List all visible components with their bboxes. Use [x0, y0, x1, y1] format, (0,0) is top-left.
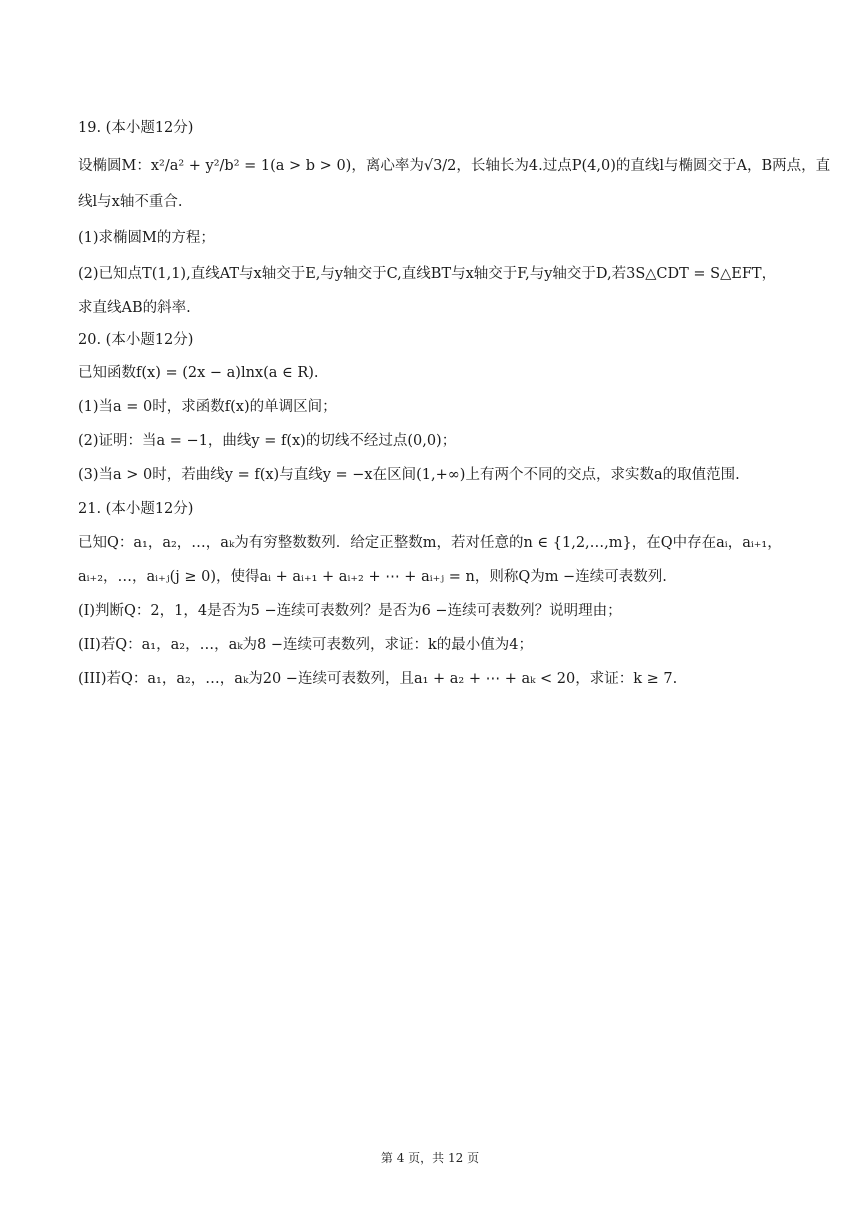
q19-part2-line1: (2)已知点T(1,1),直线AT与x轴交于E,与y轴交于C,直线BT与x轴交于F,与y轴交于D,若3S△CDT = S△EFT， [78, 266, 777, 282]
q20-part2: (2)证明：当a = −1，曲线y = f(x)的切线不经过点(0,0)； [78, 433, 457, 449]
q19-stem-line1: 设椭圆M：x²/a² + y²/b² = 1(a > b > 0)，离心率为√3/2，长轴长为4.过点P(4,0)的直线l与椭圆交于A，B两点，直 [78, 158, 831, 174]
q19-header: 19. (本小题12分) [78, 120, 194, 136]
q20-part1: (1)当a = 0时，求函数f(x)的单调区间； [78, 399, 337, 415]
q19-part2-line2: 求直线AB的斜率. [78, 300, 191, 316]
page-footer: 第 4 页，共 12 页 [380, 1151, 480, 1165]
q21-stem-line2: aᵢ₊₂，…，aᵢ₊ⱼ(j ≥ 0)，使得aᵢ + aᵢ₊₁ + aᵢ₊₂ + ⋯ + aᵢ₊ⱼ = n，则称Q为m −连续可表数列. [78, 569, 667, 585]
q21-part2: (II)若Q：a₁，a₂，…，aₖ为8 −连续可表数列，求证：k的最小值为4； [78, 637, 533, 653]
q20-stem: 已知函数f(x) = (2x − a)lnx(a ∈ R). [78, 365, 319, 381]
q21-part3: (III)若Q：a₁，a₂，…，aₖ为20 −连续可表数列，且a₁ + a₂ + ⋯ + aₖ < 20，求证：k ≥ 7. [78, 671, 678, 687]
q19-stem-line2: 线l与x轴不重合. [78, 194, 183, 210]
q21-stem-line1: 已知Q：a₁，a₂，…，aₖ为有穷整数数列．给定正整数m，若对任意的n ∈ {1,2,…,m}，在Q中存在aᵢ，aᵢ₊₁， [78, 535, 782, 551]
q21-header: 21. (本小题12分) [78, 501, 194, 517]
q19-part1: (1)求椭圆M的方程； [78, 230, 215, 246]
q20-header: 20. (本小题12分) [78, 332, 194, 348]
q21-part1: (I)判断Q：2，1，4是否为5 −连续可表数列？是否为6 −连续可表数列？说明理由； [78, 603, 622, 619]
q20-part3: (3)当a > 0时，若曲线y = f(x)与直线y = −x在区间(1,+∞)上有两个不同的交点，求实数a的取值范围. [78, 467, 740, 483]
